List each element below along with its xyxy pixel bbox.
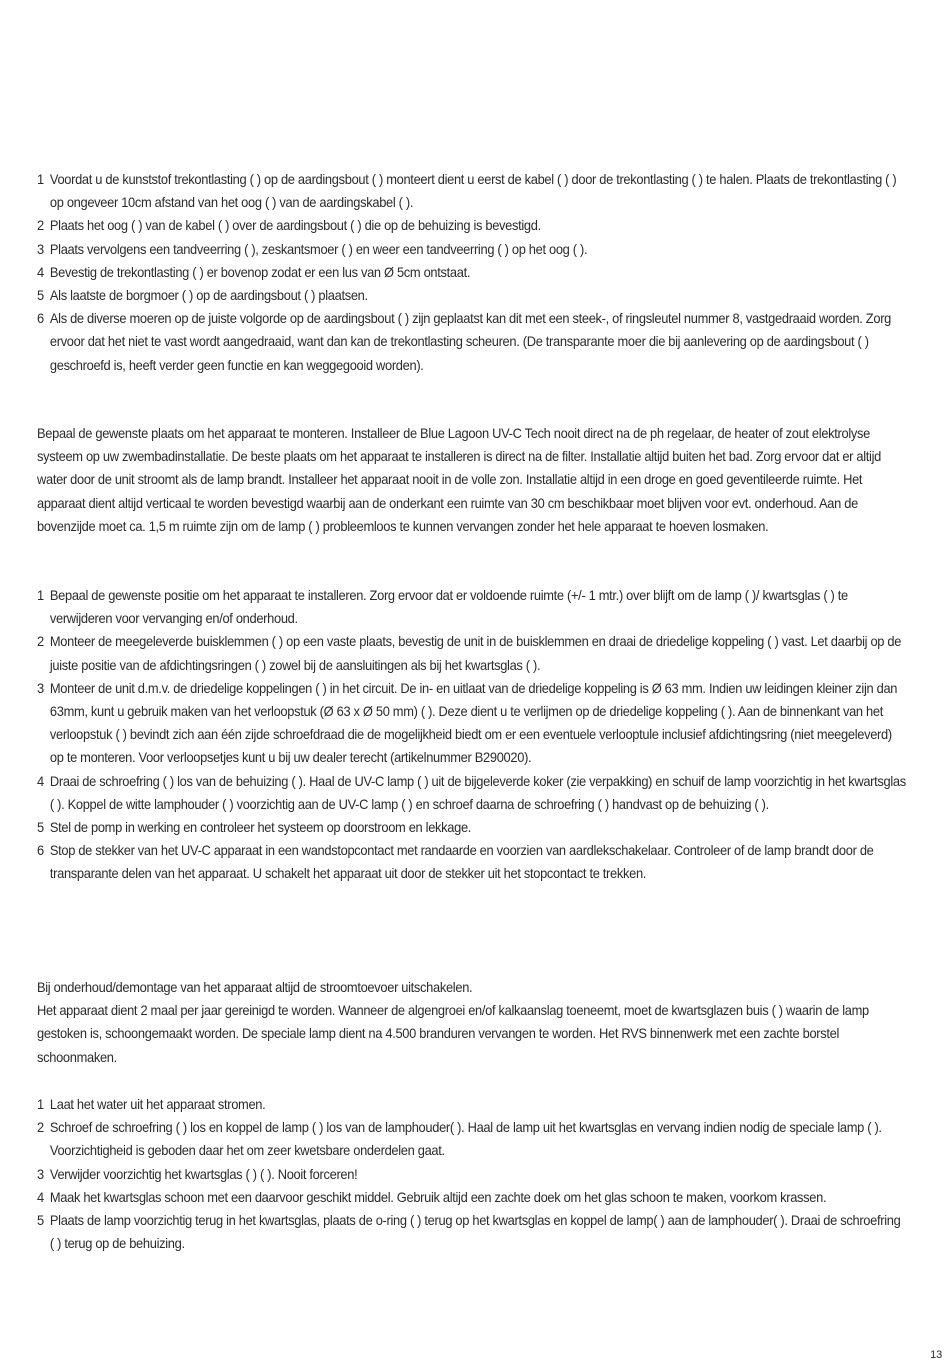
step-number: 1: [37, 171, 44, 187]
list-item: [37, 1116, 906, 1162]
step-number: 6: [37, 842, 44, 859]
step-text: Als laatste de borgmoer ( ) op de aardingsbout ( ) plaatsen.: [49, 287, 368, 304]
maintenance-warning: Bij onderhoud/demontage van het apparaat altijd de stroomtoevoer uitschakelen.: [37, 979, 473, 995]
step-text: Voordat u de kunststof trekontlasting ( ) op de aardingsbout ( ) monteert dient u eerst de kabel ( ) door de trekontlasting ( ) te halen. Plaats de trekontlasting ( ) op ongeveer 10cm afstand van het oog ( ) van de aardingskabel ( ).: [49, 171, 897, 211]
maintenance-steps-list: [37, 1093, 906, 1255]
maintenance-section: [37, 976, 906, 1069]
step-number: 6: [37, 310, 44, 327]
list-item: [37, 677, 906, 770]
earthing-steps-section: [37, 168, 906, 377]
step-number: 3: [37, 240, 44, 257]
step-number: 5: [37, 819, 44, 836]
step-number: 4: [37, 263, 44, 280]
step-text: Plaats vervolgens een tandveerring ( ), zeskantsmoer ( ) en weer een tandveerring ( ) op het oog ( ).: [49, 240, 588, 257]
list-item: [37, 1093, 906, 1116]
step-text: Draai de schroefring ( ) los van de behuizing ( ). Haal de UV-C lamp ( ) uit de bijgeleverde koker (zie verpakking) en schuif de lamp voorzichtig in het kwartsglas ( ). Koppel de witte lamphouder ( ) voorzichtig aan de UV-C lamp ( ) en schroef daarna de schroefring ( ) handvast op de behuizing ( ).: [49, 772, 906, 812]
placement-paragraph: Bepaal de gewenste plaats om het apparaat te monteren. Installeer de Blue Lagoon UV-C Tech nooit direct na de ph regelaar, de heater of zout elektrolyse systeem op uw zwembadinstallatie. De beste plaats om het apparaat te installeren is direct na de filter. Installatie altijd buiten het bad. Zorg ervoor dat er altijd water door de unit stroomt als de lamp brandt. Installeer het apparaat nooit in de volle zon. Installatie altijd in een droge en goed geventileerde ruimte. Het apparaat dient altijd verticaal te worden bevestigd waarbij aan de onderkant een ruimte van 30 cm beschikbaar moet blijven voor evt. onderhoud. Aan de bovenzijde moet ca. 1,5 m ruimte zijn om de lamp ( ) probleemloos te kunnen vervangen zonder het hele apparaat te hoeven losmaken.: [37, 425, 881, 534]
step-number: 4: [37, 772, 44, 789]
step-number: 3: [37, 1165, 44, 1182]
list-item: [37, 168, 906, 214]
step-number: 1: [37, 587, 44, 603]
step-text: Monteer de unit d.m.v. de driedelige koppelingen ( ) in het circuit. De in- en uitlaat van de driedelige koppeling is Ø 63 mm. Indien uw leidingen kleiner zijn dan 63mm, kunt u gebruik maken van het verloopstuk (Ø 63 x Ø 50 mm) ( ). Deze dient u te verlijmen op de driedelige koppeling ( ). Aan de binnenkant van het verloopstuk ( ) bevindt zich aan één zijde schroefdraad die de mogelijkheid biedt om er een eventuele verlooptule inclusief afdichtingsring (niet meegeleverd) op te monteren. Voor verloopsetjes kunt u bij uw dealer terecht (artikelnummer B290020).: [49, 679, 898, 766]
step-number: 4: [37, 1188, 44, 1205]
step-text: Maak het kwartsglas schoon met een daarvoor geschikt middel. Gebruik altijd een zachte doek om het glas schoon te maken, voorkom krassen.: [49, 1188, 827, 1205]
list-item: [37, 1209, 906, 1255]
step-number: 3: [37, 679, 44, 696]
list-item: [37, 816, 906, 839]
list-item: [37, 770, 906, 816]
list-item: [37, 630, 906, 676]
step-text: Bepaal de gewenste positie om het apparaat te installeren. Zorg ervoor dat er voldoende ruimte (+/- 1 mtr.) over blijft om de lamp ( )/ kwartsglas ( ) te verwijderen voor vervanging en/of onderhoud.: [49, 587, 848, 627]
list-item: [37, 238, 906, 261]
step-number: 2: [37, 217, 44, 234]
placement-section: [37, 422, 906, 538]
step-text: Verwijder voorzichtig het kwartsglas ( ) ( ). Nooit forceren!: [49, 1165, 358, 1182]
step-text: Laat het water uit het apparaat stromen.: [49, 1096, 266, 1112]
step-number: 1: [37, 1096, 44, 1112]
list-item: [37, 584, 906, 630]
step-text: Als de diverse moeren op de juiste volgorde op de aardingsbout ( ) zijn geplaatst kan dit met een steek-, of ringsleutel nummer 8, vastgedraaid worden. Zorg ervoor dat het niet te vast wordt aangedraaid, want dan kan de trekontlasting scheuren. (De transparante moer die bij aanlevering op de aardingsbout ( ) geschroefd is, heeft verder geen functie en kan weggegooid worden).: [49, 310, 892, 373]
list-item: [37, 1186, 906, 1209]
list-item: [37, 1163, 906, 1186]
step-number: 5: [37, 287, 44, 304]
step-number: 2: [37, 1119, 44, 1136]
step-text: Schroef de schroefring ( ) los en koppel de lamp ( ) los van de lamphouder( ). Haal de lamp uit het kwartsglas en vervang indien nodig de speciale lamp ( ). Voorzichtigheid is geboden daar het om zeer kwetsbare onderdelen gaat.: [49, 1119, 882, 1159]
list-item: [37, 307, 906, 377]
maintenance-paragraph: Het apparaat dient 2 maal per jaar gereinigd te worden. Wanneer de algengroei en/of kalkaanslag toeneemt, moet de kwartsglazen buis ( ) waarin de lamp gestoken is, schoongemaakt worden. De speciale lamp dient na 4.500 branduren vervangen te worden. Het RVS binnenwerk met een zachte borstel schoonmaken.: [37, 1002, 869, 1065]
step-text: Plaats het oog ( ) van de kabel ( ) over de aardingsbout ( ) die op de behuizing is bevestigd.: [49, 217, 541, 234]
step-number: 5: [37, 1212, 44, 1229]
earthing-steps-list: [37, 168, 906, 377]
step-number: 2: [37, 633, 44, 650]
installation-steps-section: [37, 584, 906, 886]
list-item: [37, 839, 906, 885]
maintenance-steps-section: [37, 1093, 906, 1255]
list-item: [37, 284, 906, 307]
installation-steps-list: [37, 584, 906, 886]
page-number: 13: [930, 1349, 942, 1361]
list-item: [37, 261, 906, 284]
step-text: Monteer de meegeleverde buisklemmen ( ) op een vaste plaats, bevestig de unit in de buisklemmen en draai de driedelige koppeling ( ) vast. Let daarbij op de juiste positie van de afdichtingsringen ( ) zowel bij de aansluitingen als bij het kwartsglas ( ).: [49, 633, 902, 673]
step-text: Stel de pomp in werking en controleer het systeem op doorstroom en lekkage.: [49, 819, 472, 836]
step-text: Plaats de lamp voorzichtig terug in het kwartsglas, plaats de o-ring ( ) terug op het kwartsglas en koppel de lamp( ) aan de lamphouder( ). Draai de schroefring ( ) terug op de behuizing.: [49, 1212, 901, 1252]
step-text: Bevestig de trekontlasting ( ) er bovenop zodat er een lus van Ø 5cm ontstaat.: [49, 263, 471, 280]
step-text: Stop de stekker van het UV-C apparaat in een wandstopcontact met randaarde en voorzien van aardlekschakelaar. Controleer of de lamp brandt door de transparante delen van het apparaat. U schakelt het apparaat uit door de stekker uit het stopcontact te trekken.: [49, 842, 874, 882]
list-item: [37, 214, 906, 237]
